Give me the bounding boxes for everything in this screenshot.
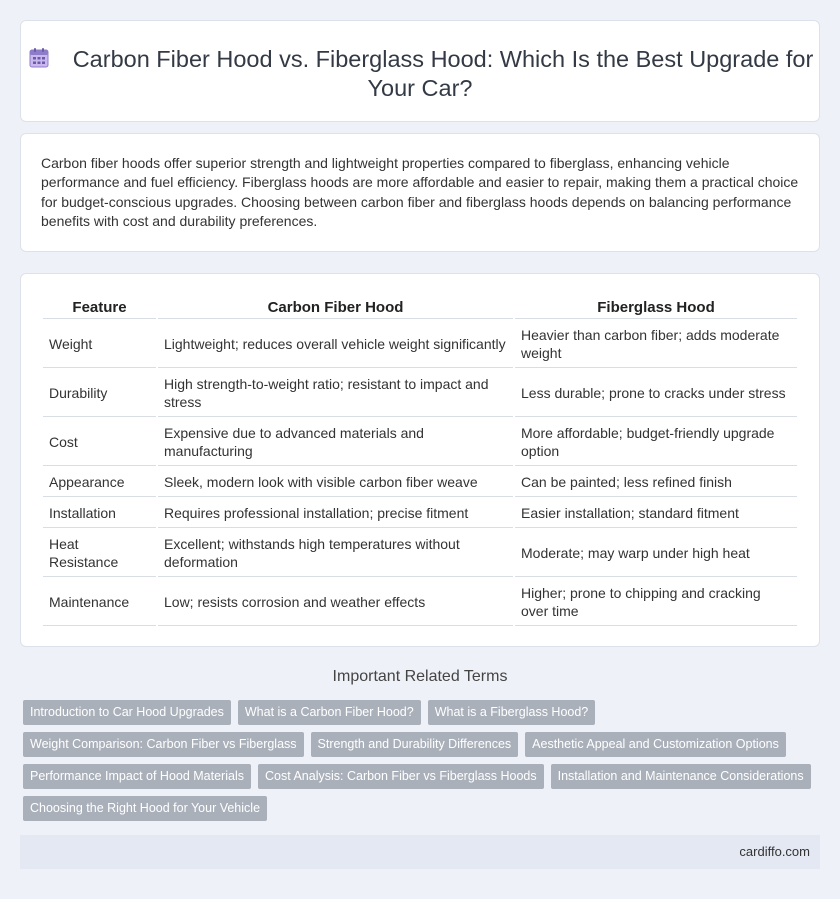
table-row — [43, 370, 797, 417]
tag-link[interactable]: Introduction to Car Hood Upgrades — [23, 700, 231, 725]
table-row — [43, 499, 797, 528]
comparison-table — [41, 294, 799, 628]
carbon-fiber-cell: Low; resists corrosion and weather effects — [158, 579, 513, 626]
page-title — [21, 45, 819, 103]
fiberglass-cell: Less durable; prone to cracks under stress — [515, 370, 797, 417]
header-feature: Feature — [43, 296, 156, 319]
footer-site-name: cardiffo.com — [739, 844, 810, 859]
related-terms-heading: Important Related Terms — [332, 668, 508, 685]
carbon-fiber-cell: Excellent; withstands high temperatures without deformation — [158, 530, 513, 577]
table-header-row — [43, 296, 797, 319]
footer — [20, 835, 820, 869]
tag-link[interactable]: Installation and Maintenance Considerations — [551, 764, 811, 789]
feature-cell: Maintenance — [43, 579, 156, 626]
feature-cell: Durability — [43, 370, 156, 417]
tag-link[interactable]: Strength and Durability Differences — [311, 732, 519, 757]
fiberglass-cell: Can be painted; less refined finish — [515, 468, 797, 497]
calendar-icon — [27, 46, 51, 70]
feature-cell: Weight — [43, 321, 156, 368]
carbon-fiber-cell: Sleek, modern look with visible carbon fiber weave — [158, 468, 513, 497]
fiberglass-cell: More affordable; budget-friendly upgrade option — [515, 419, 797, 466]
table-row — [43, 321, 797, 368]
tag-link[interactable]: What is a Carbon Fiber Hood? — [238, 700, 421, 725]
title-card — [20, 20, 820, 122]
feature-cell: Cost — [43, 419, 156, 466]
fiberglass-cell: Heavier than carbon fiber; adds moderate weight — [515, 321, 797, 368]
related-terms-tags — [23, 700, 803, 828]
carbon-fiber-cell: Requires professional installation; precise fitment — [158, 499, 513, 528]
carbon-fiber-cell: High strength-to-weight ratio; resistant to impact and stress — [158, 370, 513, 417]
tag-link[interactable]: Weight Comparison: Carbon Fiber vs Fiberglass — [23, 732, 304, 757]
feature-cell: Appearance — [43, 468, 156, 497]
fiberglass-cell: Easier installation; standard fitment — [515, 499, 797, 528]
fiberglass-cell: Moderate; may warp under high heat — [515, 530, 797, 577]
tag-link[interactable]: What is a Fiberglass Hood? — [428, 700, 596, 725]
summary-text: Carbon fiber hoods offer superior strength and lightweight properties compared to fiberglass, enhancing vehicle performance and fuel efficiency. Fiberglass hoods are more affordable and easier to repair, making them a practical choice for budget-conscious upgrades. Choosing between carbon fiber and fiberglass hoods depends on balancing performance benefits with cost and durability preferences. — [41, 155, 799, 229]
tag-link[interactable]: Aesthetic Appeal and Customization Options — [525, 732, 786, 757]
header-fiberglass: Fiberglass Hood — [515, 296, 797, 319]
tag-link[interactable]: Performance Impact of Hood Materials — [23, 764, 251, 789]
feature-cell: Installation — [43, 499, 156, 528]
carbon-fiber-cell: Lightweight; reduces overall vehicle weight significantly — [158, 321, 513, 368]
carbon-fiber-cell: Expensive due to advanced materials and manufacturing — [158, 419, 513, 466]
table-row — [43, 579, 797, 626]
fiberglass-cell: Higher; prone to chipping and cracking over time — [515, 579, 797, 626]
table-row — [43, 419, 797, 466]
tag-link[interactable]: Cost Analysis: Carbon Fiber vs Fiberglass Hoods — [258, 764, 544, 789]
tag-link[interactable]: Choosing the Right Hood for Your Vehicle — [23, 796, 267, 821]
title-text: Carbon Fiber Hood vs. Fiberglass Hood: Which Is the Best Upgrade for Your Car? — [72, 46, 814, 101]
feature-cell: Heat Resistance — [43, 530, 156, 577]
table-row — [43, 530, 797, 577]
comparison-table-card — [20, 273, 820, 647]
header-carbon-fiber: Carbon Fiber Hood — [158, 296, 513, 319]
table-row — [43, 468, 797, 497]
summary-card — [20, 133, 820, 252]
